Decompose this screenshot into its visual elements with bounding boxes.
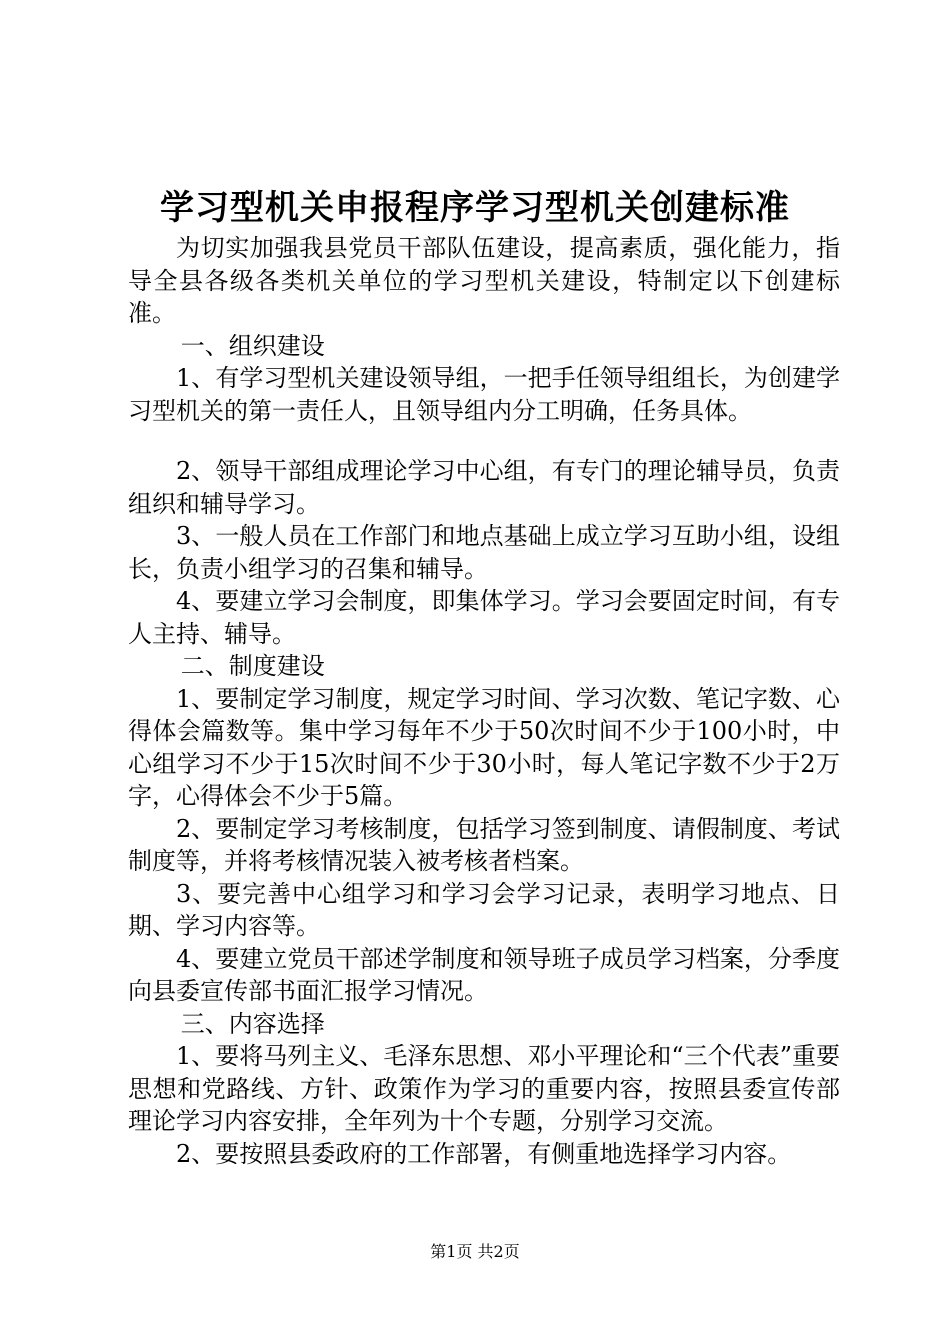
page-number-footer: 第1页 共2页 [430, 1242, 520, 1261]
section-heading-organization: 一、组织建设 [180, 331, 325, 360]
section-3-item-1: 1、要将马列主义、毛泽东思想、邓小平理论和“三个代表”重要思想和党路线、方针、政策作为学习的重要内容，按照县委宣传部理论学习内容安排，全年列为十个专题，分别学习交流。 [128, 1042, 840, 1135]
intro-paragraph: 为切实加强我县党员干部队伍建设，提高素质，强化能力，指导全县各级各类机关单位的学习型机关建设，特制定以下创建标准。 [128, 234, 840, 327]
section-heading-system: 二、制度建设 [180, 652, 325, 680]
section-2-item-3: 3、要完善中心组学习和学习会学习记录，表明学习地点、日期、学习内容等。 [128, 879, 840, 940]
section-heading-content: 三、内容选择 [180, 1009, 325, 1038]
section-1-item-1: 1、有学习型机关建设领导组，一把手任领导组组长，为创建学习型机关的第一责任人，且领导组内分工明确，任务具体。 [128, 364, 840, 425]
document-title: 学习型机关申报程序学习型机关创建标准 [160, 188, 790, 228]
section-1-item-3: 3、一般人员在工作部门和地点基础上成立学习互助小组，设组长，负责小组学习的召集和辅导。 [128, 522, 840, 583]
section-2-item-1: 1、要制定学习制度，规定学习时间、学习次数、笔记字数、心得体会篇数等。集中学习每年不少于50次时间不少于100小时，中心组学习不少于15次时间不少于30小时，每人笔记字数不少于2万字，心得体会不少于5篇。 [128, 684, 840, 810]
section-1-item-4: 4、要建立学习会制度，即集体学习。学习会要固定时间，有专人主持、辅导。 [128, 587, 840, 648]
document-body [128, 232, 840, 1170]
section-2-item-4: 4、要建立党员干部述学制度和领导班子成员学习档案，分季度向县委宣传部书面汇报学习情况。 [128, 944, 840, 1005]
section-3-item-2: 2、要按照县委政府的工作部署，有侧重地选择学习内容。 [176, 1139, 792, 1168]
paragraph-gap [128, 427, 840, 455]
section-2-item-2: 2、要制定学习考核制度，包括学习签到制度、请假制度、考试制度等，并将考核情况装入被考核者档案。 [128, 814, 840, 875]
section-1-item-2: 2、领导干部组成理论学习中心组，有专门的理论辅导员，负责组织和辅导学习。 [128, 457, 840, 518]
